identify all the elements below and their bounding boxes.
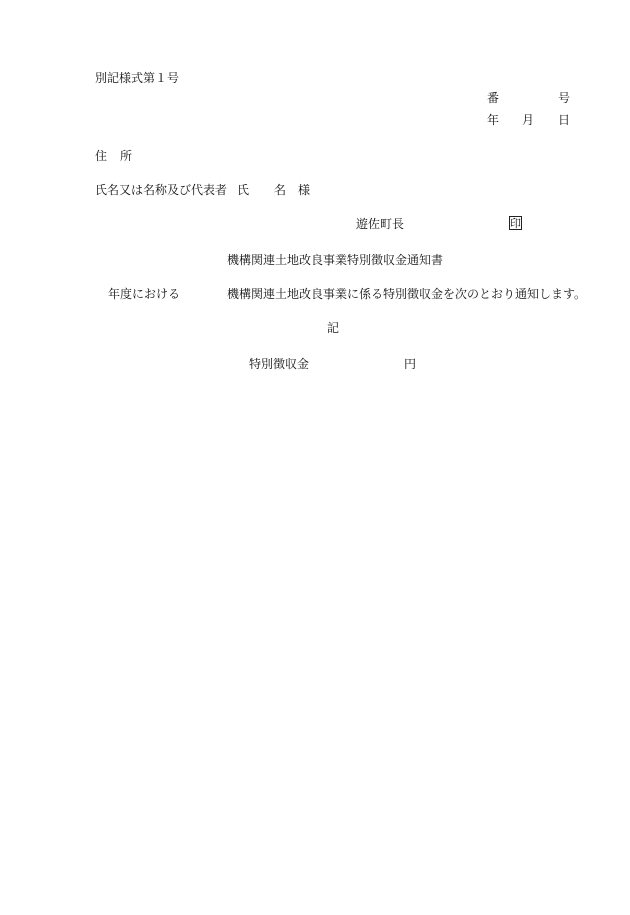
- name-representative-label: 氏名又は名称及び代表者: [95, 183, 228, 197]
- issuer-title: 遊佐町長: [356, 217, 405, 231]
- form-label: 別記様式第１号: [95, 71, 180, 85]
- address-label-2: 所: [120, 149, 133, 163]
- number-go-label: 号: [558, 91, 571, 105]
- number-ban-label: 番: [487, 91, 500, 105]
- date-month-label: 月: [522, 113, 535, 127]
- amount-unit: 円: [404, 357, 417, 371]
- name-mei-label: 名: [274, 183, 287, 197]
- name-sama-label: 様: [298, 183, 311, 197]
- amount-label: 特別徴収金: [249, 357, 310, 371]
- name-shi-label: 氏: [237, 183, 250, 197]
- address-label-1: 住: [95, 149, 108, 163]
- date-day-label: 日: [558, 113, 571, 127]
- notification-sentence: 機構関連土地改良事業に係る特別徴収金を次のとおり通知します。: [227, 287, 587, 301]
- fiscal-year-prefix: 年度における: [108, 287, 181, 301]
- seal-mark: 印: [510, 216, 521, 230]
- date-year-label: 年: [487, 113, 500, 127]
- document-title: 機構関連土地改良事業特別徴収金通知書: [227, 253, 444, 267]
- ki-heading: 記: [327, 321, 340, 335]
